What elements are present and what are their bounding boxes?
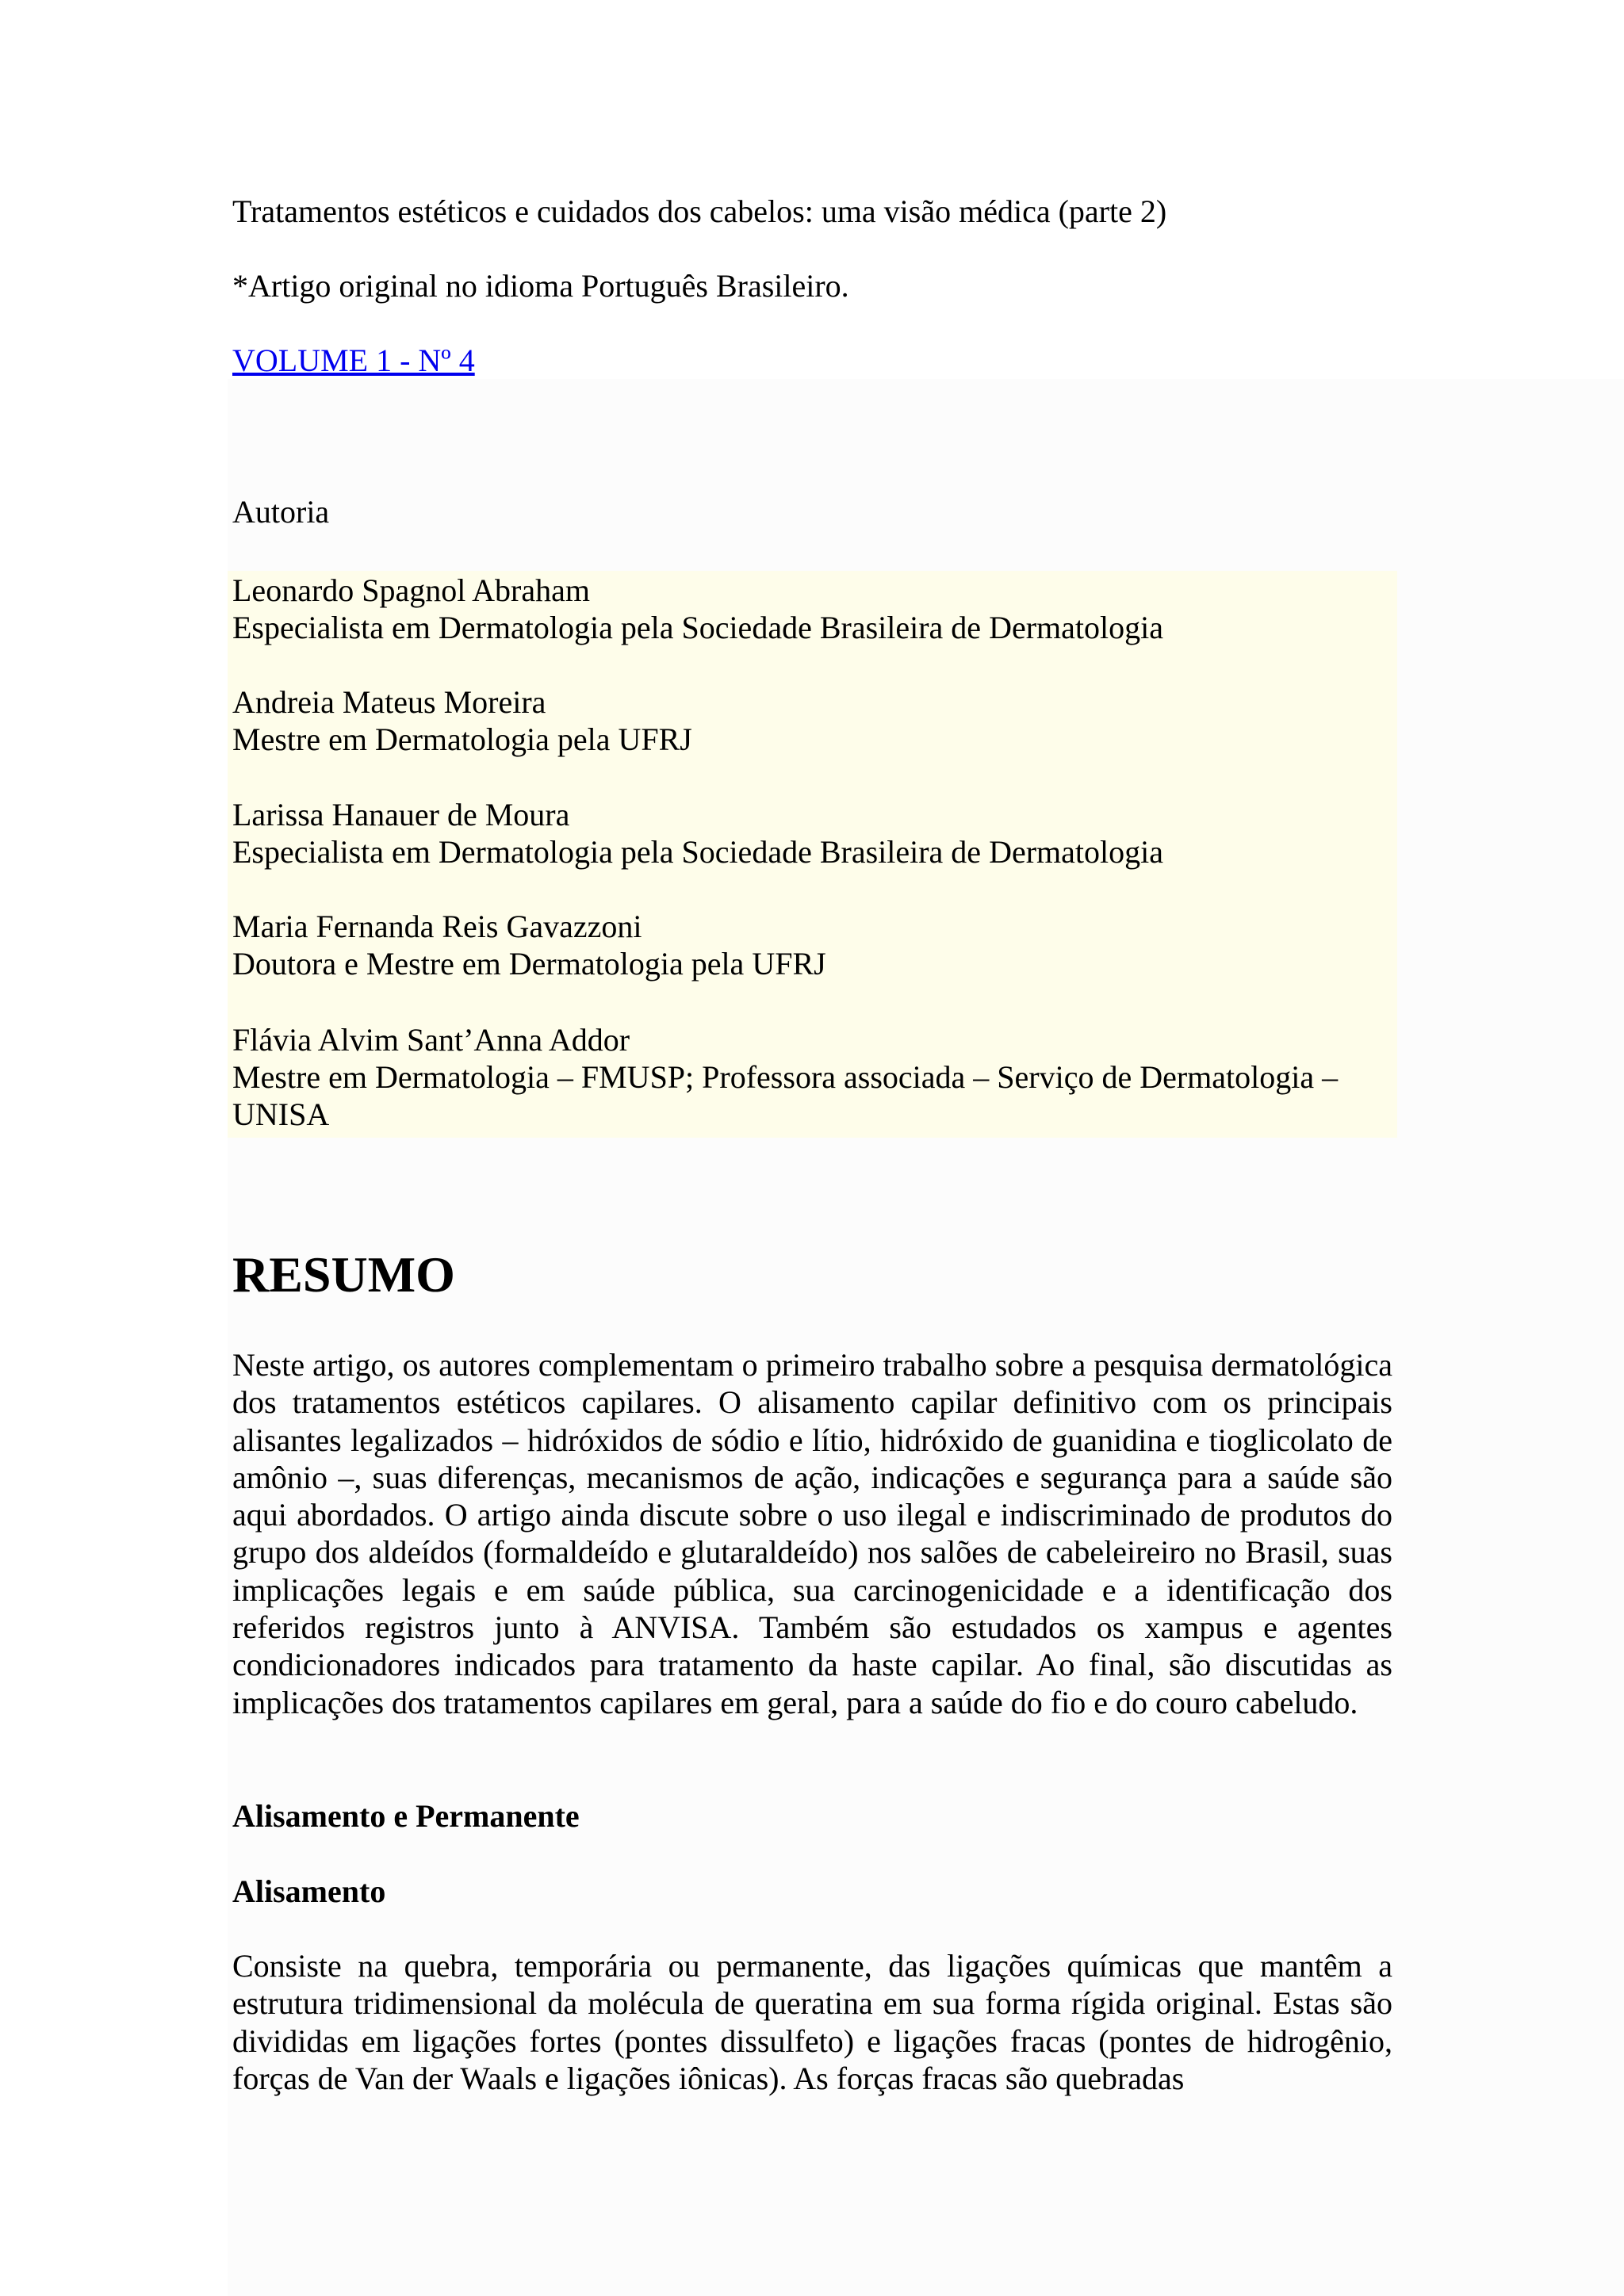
author-affiliation: Especialista em Dermatologia pela Sociedade Brasileira de Dermatologia — [232, 834, 1163, 870]
section-paragraph: Consiste na quebra, temporária ou permanente, das ligações químicas que mantêm a estrutura tridimensional da molécula de queratina em sua forma rígida original. Estas são divididas em ligações fortes (pontes dissulfeto) e ligações fracas (pontes de hidrogênio, forças de Van der Waals e ligações iônicas). As forças fracas são quebradas — [232, 1948, 1392, 2096]
abstract-text: Neste artigo, os autores complementam o primeiro trabalho sobre a pesquisa dermatológica dos tratamentos estéticos capilares. O alisamento capilar definitivo com os principais alisantes legalizados – hidróxidos de sódio e lítio, hidróxido de guanidina e tioglicolato de amônio –, suas diferenças, mecanismos de ação, indicações e segurança para a saúde são aqui abordados. O artigo ainda discute sobre o uso ilegal e indiscriminado de produtos do grupo dos aldeídos (formaldeído e glutaraldeído) nos salões de cabeleireiro no Brasil, suas implicações legais e em saúde pública, sua carcinogenicidade e a identificação dos referidos registros junto à ANVISA. Também são estudados os xampus e agentes condicionadores indicados para tratamento da haste capilar. Ao final, são discutidas as implicações dos tratamentos capilares em geral, para a saúde do fio e do couro cabeludo. — [232, 1347, 1392, 1720]
author-name: Leonardo Spagnol Abraham — [232, 572, 590, 608]
article-title: Tratamentos estéticos e cuidados dos cabelos: uma visão médica (parte 2) — [232, 193, 1167, 229]
author-name: Larissa Hanauer de Moura — [232, 797, 570, 832]
author-entry — [232, 572, 1163, 646]
author-name: Andreia Mateus Moreira — [232, 684, 546, 720]
subsection-heading: Alisamento — [232, 1873, 386, 1909]
author-affiliation: Mestre em Dermatologia pela UFRJ — [232, 721, 692, 757]
author-entry — [232, 1021, 1392, 1133]
author-entry — [232, 796, 1163, 871]
author-affiliation: Doutora e Mestre em Dermatologia pela UFRJ — [232, 946, 826, 982]
authors-box — [228, 571, 1397, 1138]
authorship-label: Autoria — [232, 494, 330, 530]
author-entry — [232, 908, 826, 982]
section-heading: Alisamento e Permanente — [232, 1798, 580, 1834]
author-affiliation: Mestre em Dermatologia – FMUSP; Professora associada – Serviço de Dermatologia – UNISA — [232, 1059, 1339, 1132]
volume-link[interactable]: VOLUME 1 - Nº 4 — [232, 342, 475, 378]
author-name: Flávia Alvim Sant’Anna Addor — [232, 1022, 630, 1058]
author-entry — [232, 683, 692, 758]
language-note: *Artigo original no idioma Português Brasileiro. — [232, 268, 849, 304]
abstract-heading: RESUMO — [232, 1246, 455, 1303]
author-affiliation: Especialista em Dermatologia pela Sociedade Brasileira de Dermatologia — [232, 610, 1163, 645]
author-name: Maria Fernanda Reis Gavazzoni — [232, 909, 642, 944]
